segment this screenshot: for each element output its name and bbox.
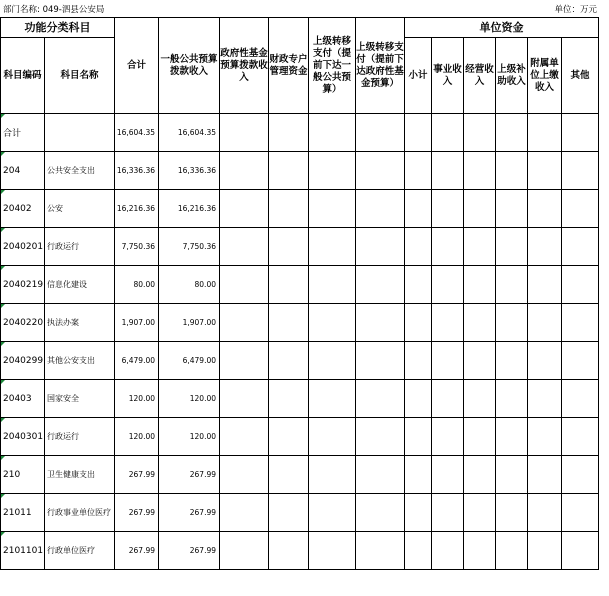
empty-cell <box>464 304 496 342</box>
empty-cell <box>220 190 269 228</box>
row-code-cell <box>1 342 45 380</box>
empty-cell <box>405 380 432 418</box>
empty-cell <box>432 152 464 190</box>
empty-cell <box>269 532 309 570</box>
table-row <box>1 380 599 418</box>
row-general-budget: 1,907.00 <box>182 318 216 327</box>
empty-cell <box>309 228 356 266</box>
empty-cell <box>496 304 528 342</box>
empty-cell <box>562 380 599 418</box>
row-name-cell <box>45 494 115 532</box>
empty-cell <box>496 532 528 570</box>
empty-cell <box>562 266 599 304</box>
row-code-cell <box>1 228 45 266</box>
table-row <box>1 532 599 570</box>
table-row <box>1 456 599 494</box>
row-total: 120.00 <box>128 432 155 441</box>
row-code: 2040301 <box>3 431 44 442</box>
row-total: 267.99 <box>128 508 155 517</box>
empty-cell <box>496 494 528 532</box>
empty-cell <box>496 342 528 380</box>
empty-cell <box>405 228 432 266</box>
empty-cell <box>220 114 269 152</box>
transfer-general-header: 上级转移支付（提前下达一般公共预算） <box>309 18 356 114</box>
empty-cell <box>464 114 496 152</box>
row-code: 2040201 <box>3 241 44 252</box>
total-header: 合计 <box>115 18 159 114</box>
row-general-budget-cell <box>159 532 220 570</box>
empty-cell <box>496 228 528 266</box>
cell-marker-icon <box>1 152 5 156</box>
row-total-cell <box>115 380 159 418</box>
empty-cell <box>309 380 356 418</box>
empty-cell <box>464 380 496 418</box>
empty-cell <box>356 228 405 266</box>
row-general-budget-cell <box>159 304 220 342</box>
empty-cell <box>356 494 405 532</box>
row-name: 公安 <box>47 204 63 213</box>
empty-cell <box>356 114 405 152</box>
row-total: 6,479.00 <box>121 356 155 365</box>
row-code-cell <box>1 114 45 152</box>
transfer-fund-header: 上级转移支付（提前下达政府性基金预算） <box>356 18 405 114</box>
row-total: 16,336.36 <box>116 166 155 175</box>
table-row <box>1 304 599 342</box>
row-name: 卫生健康支出 <box>47 470 95 479</box>
empty-cell <box>528 266 562 304</box>
row-general-budget-cell <box>159 266 220 304</box>
empty-cell <box>220 418 269 456</box>
row-name-cell <box>45 228 115 266</box>
row-general-budget: 267.99 <box>189 470 216 479</box>
empty-cell <box>464 342 496 380</box>
row-general-budget-cell <box>159 152 220 190</box>
empty-cell <box>528 532 562 570</box>
empty-cell <box>309 266 356 304</box>
row-code: 2101101 <box>3 545 44 556</box>
row-general-budget: 16,604.35 <box>177 128 216 137</box>
row-name: 公共安全支出 <box>47 166 95 175</box>
unit-label: 单位：万元 <box>554 5 597 15</box>
row-code-cell <box>1 266 45 304</box>
cell-marker-icon <box>1 342 5 346</box>
empty-cell <box>528 190 562 228</box>
row-total: 16,216.36 <box>116 204 155 213</box>
cell-marker-icon <box>1 380 5 384</box>
operating-income-header: 经营收入 <box>464 38 496 114</box>
business-income-header: 事业收入 <box>432 38 464 114</box>
empty-cell <box>528 494 562 532</box>
cell-marker-icon <box>1 418 5 422</box>
row-total-cell <box>115 152 159 190</box>
row-name: 信息化建设 <box>47 280 87 289</box>
row-name: 行政运行 <box>47 242 79 251</box>
row-name-cell <box>45 418 115 456</box>
row-general-budget-cell <box>159 342 220 380</box>
empty-cell <box>220 494 269 532</box>
empty-cell <box>309 304 356 342</box>
other-header: 其他 <box>562 38 599 114</box>
row-total-cell <box>115 418 159 456</box>
row-code-cell <box>1 456 45 494</box>
row-general-budget-cell <box>159 380 220 418</box>
empty-cell <box>562 532 599 570</box>
table-row <box>1 342 599 380</box>
empty-cell <box>528 380 562 418</box>
row-name: 国家安全 <box>47 394 79 403</box>
row-code-cell <box>1 190 45 228</box>
empty-cell <box>405 114 432 152</box>
empty-cell <box>356 304 405 342</box>
empty-cell <box>432 494 464 532</box>
empty-cell <box>432 418 464 456</box>
row-total-cell <box>115 266 159 304</box>
cell-marker-icon <box>1 494 5 498</box>
empty-cell <box>528 152 562 190</box>
row-general-budget: 6,479.00 <box>182 356 216 365</box>
empty-cell <box>309 494 356 532</box>
empty-cell <box>562 152 599 190</box>
empty-cell <box>464 456 496 494</box>
empty-cell <box>432 532 464 570</box>
row-name: 行政运行 <box>47 432 79 441</box>
row-code: 204 <box>3 165 21 176</box>
table-row <box>1 190 599 228</box>
cell-marker-icon <box>1 266 5 270</box>
row-total-cell <box>115 304 159 342</box>
empty-cell <box>562 494 599 532</box>
empty-cell <box>309 418 356 456</box>
empty-cell <box>220 304 269 342</box>
empty-cell <box>432 304 464 342</box>
row-code: 2040220 <box>3 317 44 328</box>
row-total-cell <box>115 228 159 266</box>
empty-cell <box>356 342 405 380</box>
empty-cell <box>356 152 405 190</box>
row-code: 210 <box>3 469 21 480</box>
report-header <box>0 0 600 17</box>
row-general-budget: 16,216.36 <box>177 204 216 213</box>
empty-cell <box>405 418 432 456</box>
row-general-budget: 120.00 <box>189 432 216 441</box>
empty-cell <box>432 380 464 418</box>
empty-cell <box>356 532 405 570</box>
row-total: 80.00 <box>133 280 155 289</box>
empty-cell <box>562 228 599 266</box>
empty-cell <box>528 114 562 152</box>
table-row <box>1 114 599 152</box>
special-account-header: 财政专户管理资金 <box>269 18 309 114</box>
row-general-budget: 267.99 <box>189 508 216 517</box>
empty-cell <box>356 190 405 228</box>
empty-cell <box>432 114 464 152</box>
empty-cell <box>269 456 309 494</box>
empty-cell <box>432 266 464 304</box>
empty-cell <box>405 304 432 342</box>
budget-table <box>0 17 599 570</box>
empty-cell <box>562 456 599 494</box>
row-total: 1,907.00 <box>121 318 155 327</box>
empty-cell <box>405 494 432 532</box>
unit-funds-header: 单位资金 <box>405 18 599 38</box>
row-code: 21011 <box>3 507 32 518</box>
empty-cell <box>464 152 496 190</box>
row-name-cell <box>45 266 115 304</box>
row-name-cell <box>45 456 115 494</box>
empty-cell <box>269 418 309 456</box>
row-code-cell <box>1 380 45 418</box>
empty-cell <box>464 190 496 228</box>
row-total-cell <box>115 494 159 532</box>
empty-cell <box>269 266 309 304</box>
empty-cell <box>562 190 599 228</box>
row-code: 2040219 <box>3 279 44 290</box>
row-name: 行政事业单位医疗 <box>47 508 111 517</box>
empty-cell <box>432 456 464 494</box>
row-code: 20403 <box>3 393 32 404</box>
cell-marker-icon <box>1 114 5 118</box>
empty-cell <box>220 152 269 190</box>
empty-cell <box>309 114 356 152</box>
empty-cell <box>528 418 562 456</box>
row-general-budget-cell <box>159 114 220 152</box>
row-general-budget-cell <box>159 228 220 266</box>
empty-cell <box>562 418 599 456</box>
row-total: 16,604.35 <box>116 128 155 137</box>
empty-cell <box>464 228 496 266</box>
empty-cell <box>269 304 309 342</box>
empty-cell <box>562 342 599 380</box>
budget-rows <box>1 114 599 570</box>
row-general-budget: 7,750.36 <box>182 242 216 251</box>
row-code-cell <box>1 152 45 190</box>
cell-marker-icon <box>1 532 5 536</box>
row-general-budget: 267.99 <box>189 546 216 555</box>
empty-cell <box>405 266 432 304</box>
row-code: 2040299 <box>3 355 44 366</box>
row-general-budget-cell <box>159 190 220 228</box>
empty-cell <box>269 190 309 228</box>
empty-cell <box>562 114 599 152</box>
row-total: 267.99 <box>128 546 155 555</box>
empty-cell <box>405 152 432 190</box>
empty-cell <box>309 456 356 494</box>
empty-cell <box>562 304 599 342</box>
empty-cell <box>432 228 464 266</box>
row-name: 行政单位医疗 <box>47 546 95 555</box>
row-name-cell <box>45 304 115 342</box>
empty-cell <box>528 304 562 342</box>
empty-cell <box>309 532 356 570</box>
empty-cell <box>269 494 309 532</box>
empty-cell <box>220 342 269 380</box>
empty-cell <box>220 228 269 266</box>
row-total-cell <box>115 114 159 152</box>
empty-cell <box>528 228 562 266</box>
row-code: 20402 <box>3 203 32 214</box>
name-header: 科目名称 <box>45 38 115 114</box>
row-name-cell <box>45 190 115 228</box>
empty-cell <box>496 152 528 190</box>
gov-fund-header: 政府性基金预算拨款收入 <box>220 18 269 114</box>
cell-marker-icon <box>1 190 5 194</box>
empty-cell <box>269 114 309 152</box>
subtotal-header: 小计 <box>405 38 432 114</box>
row-name: 其他公安支出 <box>47 356 95 365</box>
row-total-cell <box>115 190 159 228</box>
table-row <box>1 494 599 532</box>
empty-cell <box>309 190 356 228</box>
row-total-cell <box>115 342 159 380</box>
row-name-cell <box>45 152 115 190</box>
row-code-cell <box>1 304 45 342</box>
table-row <box>1 266 599 304</box>
empty-cell <box>220 266 269 304</box>
row-code-cell <box>1 532 45 570</box>
empty-cell <box>528 342 562 380</box>
empty-cell <box>405 342 432 380</box>
row-name-cell <box>45 114 115 152</box>
general-budget-header: 一般公共预算拨款收入 <box>159 18 220 114</box>
empty-cell <box>405 456 432 494</box>
empty-cell <box>496 114 528 152</box>
cell-marker-icon <box>1 456 5 460</box>
empty-cell <box>269 380 309 418</box>
cell-marker-icon <box>1 228 5 232</box>
row-general-budget: 80.00 <box>194 280 216 289</box>
empty-cell <box>269 342 309 380</box>
empty-cell <box>269 152 309 190</box>
empty-cell <box>528 456 562 494</box>
row-total-cell <box>115 532 159 570</box>
row-total: 267.99 <box>128 470 155 479</box>
affiliated-income-header: 附属单位上缴收入 <box>528 38 562 114</box>
row-name-cell <box>45 380 115 418</box>
code-header: 科目编码 <box>1 38 45 114</box>
row-total: 7,750.36 <box>121 242 155 251</box>
empty-cell <box>220 456 269 494</box>
empty-cell <box>496 456 528 494</box>
row-code-cell <box>1 494 45 532</box>
empty-cell <box>405 190 432 228</box>
table-row <box>1 418 599 456</box>
row-name: 执法办案 <box>47 318 79 327</box>
cell-marker-icon <box>1 304 5 308</box>
empty-cell <box>309 152 356 190</box>
row-name-cell <box>45 342 115 380</box>
empty-cell <box>220 532 269 570</box>
empty-cell <box>356 418 405 456</box>
empty-cell <box>496 190 528 228</box>
empty-cell <box>464 494 496 532</box>
empty-cell <box>464 418 496 456</box>
row-name-cell <box>45 532 115 570</box>
row-code: 合计 <box>3 129 22 139</box>
row-code-cell <box>1 418 45 456</box>
empty-cell <box>496 380 528 418</box>
empty-cell <box>432 342 464 380</box>
department-name: 部门名称: 049-泗县公安局 <box>3 5 105 15</box>
empty-cell <box>220 380 269 418</box>
empty-cell <box>496 418 528 456</box>
empty-cell <box>432 190 464 228</box>
row-general-budget-cell <box>159 418 220 456</box>
empty-cell <box>405 532 432 570</box>
table-row <box>1 228 599 266</box>
table-row <box>1 152 599 190</box>
empty-cell <box>464 266 496 304</box>
empty-cell <box>309 342 356 380</box>
empty-cell <box>464 532 496 570</box>
superior-subsidy-header: 上级补助收入 <box>496 38 528 114</box>
functional-category-header: 功能分类科目 <box>1 18 115 38</box>
empty-cell <box>356 266 405 304</box>
row-general-budget-cell <box>159 456 220 494</box>
row-general-budget-cell <box>159 494 220 532</box>
empty-cell <box>496 266 528 304</box>
row-total-cell <box>115 456 159 494</box>
empty-cell <box>356 380 405 418</box>
row-general-budget: 120.00 <box>189 394 216 403</box>
row-total: 120.00 <box>128 394 155 403</box>
row-general-budget: 16,336.36 <box>177 166 216 175</box>
empty-cell <box>269 228 309 266</box>
empty-cell <box>356 456 405 494</box>
